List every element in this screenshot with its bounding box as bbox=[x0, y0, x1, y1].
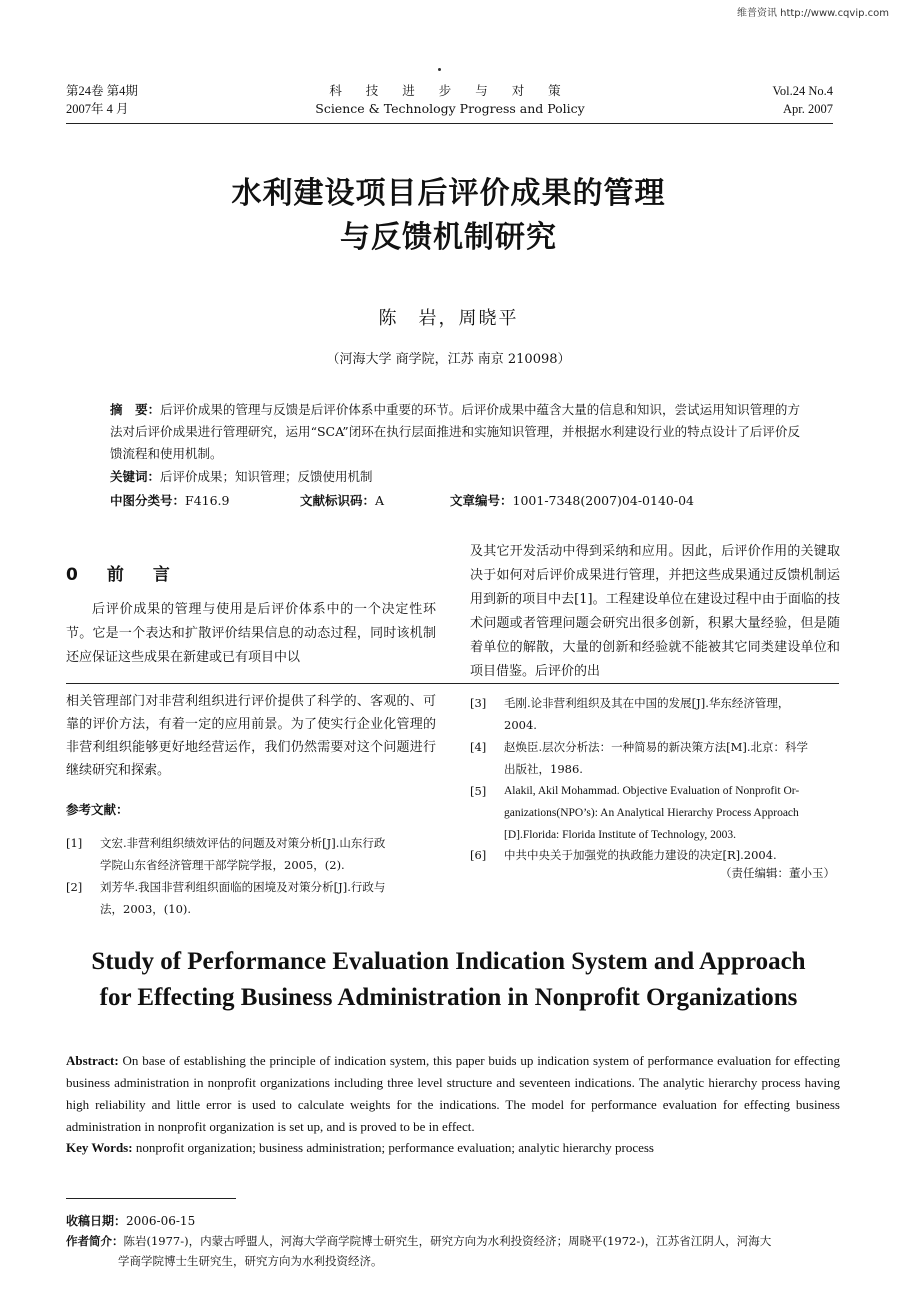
abstract-cn bbox=[110, 399, 800, 465]
title-en-line-1: Study of Performance Evaluation Indication System and Approach bbox=[91, 948, 806, 975]
watermark: 维普资讯 http://www.cqvip.com bbox=[736, 8, 889, 19]
keywords-en-text: nonprofit organization; business administration; performance evaluation; analytic hierarchy process bbox=[135, 1140, 654, 1155]
prev-article-tail: 相关管理部门对非营利组织进行评价提供了科学的、客观的、可靠的评价方法，有着一定的应用前景。为了使实行企业化管理的非营利组织能够更好地经营运作，我们仍然需要对这个问题进行继续研究和探索。 bbox=[66, 694, 436, 778]
keywords-cn-label: 关键词： bbox=[110, 469, 161, 484]
article-number: 文章编号：1001-7348(2007)04-0140-04 bbox=[450, 493, 694, 508]
header-dot bbox=[438, 68, 441, 71]
footnote-rule bbox=[66, 1198, 236, 1199]
reference-item: [6] 中共中央关于加强党的执政能力建设的决定[R].2004. bbox=[470, 848, 777, 862]
authors: 陈 岩，周晓平 bbox=[378, 308, 519, 329]
abstract-cn-label: 摘 要： bbox=[110, 402, 161, 417]
abstract-en-text: On base of establishing the principle of indication system, this paper buids up indication system of performance evaluation for effecting business administration in nonprofit organizations including three level structure and seventeen indications. The analytic hierarchy process having high reliability and little error is used to calculate weights for the indications. The model for performance evaluation for effecting business administration in nonprofit organization is set up, and is proved to be in effect. bbox=[66, 1053, 840, 1134]
journal-name-en: Science & Technology Progress and Policy bbox=[315, 101, 585, 116]
document-code: 文献标识码：A bbox=[300, 493, 385, 508]
section-divider bbox=[66, 683, 839, 684]
volume-en: Vol.24 No.4 bbox=[772, 84, 833, 98]
header-center bbox=[300, 82, 600, 118]
reference-item: [1] 文宏.非营利组织绩效评估的问题及对策分析[J].山东行政 学院山东省经济管理干部学院学报，2005，(2). bbox=[66, 836, 386, 872]
header-right bbox=[772, 82, 833, 118]
volume-cn: 第24卷 第4期 bbox=[66, 84, 138, 98]
article-title-cn bbox=[0, 172, 897, 260]
section-heading-intro: 0 前 言 bbox=[66, 565, 176, 585]
keywords-en bbox=[66, 1140, 840, 1156]
intro-paragraph-left: 后评价成果的管理与使用是后评价体系中的一个决定性环节。它是一个表达和扩散评价结果信息的动态过程，同时该机制还应保证这些成果在新建或已有项目中以 bbox=[66, 602, 436, 665]
keywords-cn bbox=[110, 467, 373, 485]
keywords-en-label: Key Words: bbox=[66, 1140, 133, 1155]
intro-paragraph-right: 及其它开发活动中得到采纳和应用。因此，后评价作用的关键取决于如何对后评价成果进行管理，并把这些成果通过反馈机制运用到新的项目中去[1]。工程建设单位在建设过程中由于面临的技术问题或者管理问题会研究出很多创新，积累大量经验，但是随着单位的解散，大量的创新和经验就不能被其它同类建设单位和项目借鉴。后评价的出 bbox=[470, 544, 840, 679]
date-en: Apr. 2007 bbox=[783, 102, 833, 116]
title-en-line-2: for Effecting Business Administration in Nonprofit Organizations bbox=[99, 984, 798, 1011]
abstract-cn-text: 后评价成果的管理与反馈是后评价体系中重要的环节。后评价成果中蕴含大量的信息和知识，尝试运用知识管理的方法对后评价成果进行管理研究，运用“SCA”闭环在执行层面推进和实施知识管理，并根据水利建设行业的特点设计了后评价反馈流程和使用机制。 bbox=[110, 402, 800, 461]
author-bio: 作者简介：陈岩(1977-)，内蒙古呼盟人，河海大学商学院博士研究生，研究方向为水利投资经济；周晓平(1972-)，江苏省江阴人，河海大 学商学院博士生研究生，研究方向为水利投资经济。 bbox=[66, 1234, 772, 1268]
reference-item: [4] 赵焕臣.层次分析法：一种简易的新决策方法[M].北京：科学 出版社，1986. bbox=[470, 740, 809, 776]
title-line-2: 与反馈机制研究 bbox=[340, 220, 557, 255]
received-date: 收稿日期：2006-06-15 bbox=[66, 1214, 196, 1228]
header-left bbox=[66, 82, 138, 118]
abstract-en bbox=[66, 1050, 840, 1138]
keywords-cn-text: 后评价成果；知识管理；反馈使用机制 bbox=[160, 469, 373, 484]
reference-item: [2] 刘芳华.我国非营利组织面临的困境及对策分析[J].行政与 法，2003，(10). bbox=[66, 880, 386, 916]
journal-name-cn: 科 技 进 步 与 对 策 bbox=[329, 83, 571, 98]
title-line-1: 水利建设项目后评价成果的管理 bbox=[231, 176, 666, 211]
abstract-en-label: Abstract: bbox=[66, 1053, 119, 1068]
responsible-editor: （责任编辑：董小玉） bbox=[720, 866, 835, 880]
clc-number: 中图分类号：F416.9 bbox=[110, 493, 230, 508]
affiliation: （河海大学 商学院，江苏 南京 210098） bbox=[326, 352, 571, 367]
reference-item: [3] 毛刚.论非营利组织及其在中国的发展[J].华东经济管理， 2004. bbox=[470, 696, 790, 732]
header-rule bbox=[66, 123, 833, 124]
reference-item: [5] Alakil, Akil Mohammad. Objective Evaluation of Nonprofit Or- ganizations(NPO’s): An Analytical Hierarchy Process Approach [D].Florida: Florida Institute of Technology, 2003. bbox=[470, 784, 800, 841]
references-heading: 参考文献： bbox=[66, 802, 129, 817]
date-cn: 2007年 4 月 bbox=[66, 102, 129, 116]
article-title-en bbox=[0, 944, 897, 1016]
